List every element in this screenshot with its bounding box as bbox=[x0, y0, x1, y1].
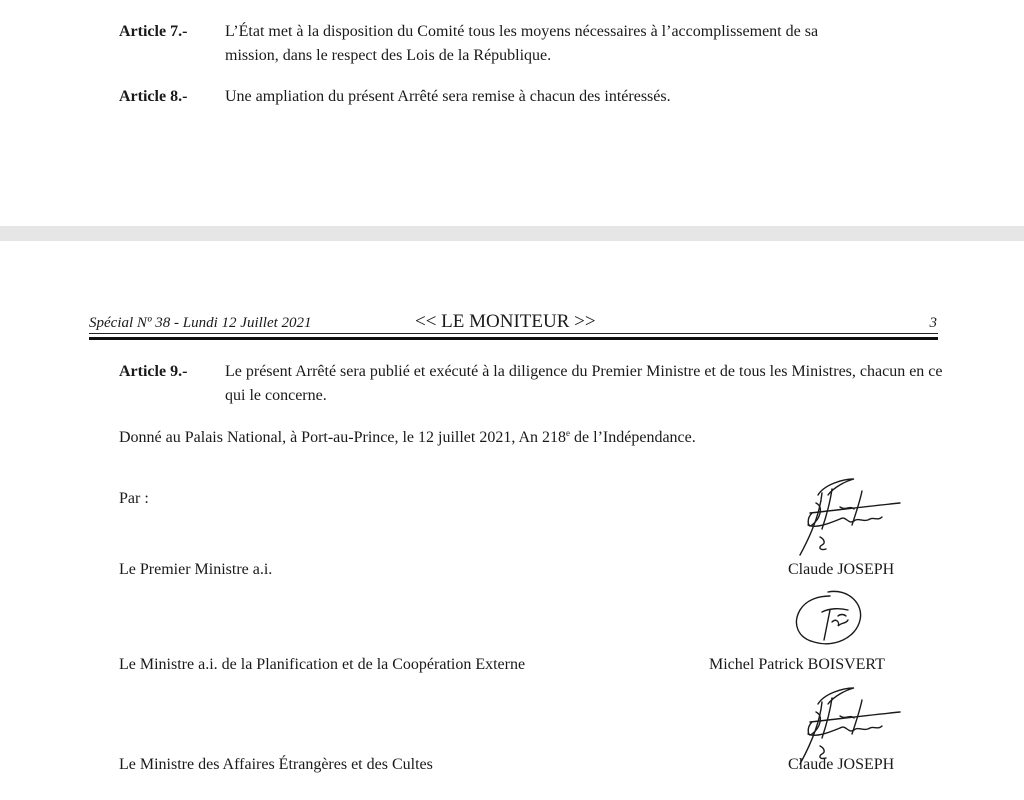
article-8-text: Une ampliation du présent Arrêté sera remise à chacun des intéressés. bbox=[225, 88, 671, 105]
signatory-2-name: Michel Patrick BOISVERT bbox=[709, 656, 885, 673]
running-header bbox=[89, 311, 938, 335]
signatory-3-name: Claude JOSEPH bbox=[788, 756, 895, 773]
page-gap bbox=[0, 226, 1024, 241]
signatory-1-title: Le Premier Ministre a.i. bbox=[119, 561, 273, 578]
given-at-line: Donné au Palais National, à Port-au-Prince, le 12 juillet 2021, An 218e de l’Indépendance. bbox=[119, 428, 696, 446]
header-rule-thick bbox=[89, 337, 938, 340]
page-number: 3 bbox=[929, 315, 937, 331]
issue-info: Spécial Nº 38 - Lundi 12 Juillet 2021 bbox=[89, 315, 312, 331]
signatory-2-title: Le Ministre a.i. de la Planification et de la Coopération Externe bbox=[119, 656, 526, 673]
publication-title: << LE MONITEUR >> bbox=[415, 311, 596, 332]
signatory-3-title: Le Ministre des Affaires Étrangères et des Cultes bbox=[119, 756, 433, 773]
par-label: Par : bbox=[119, 490, 149, 507]
article-9-text: Le présent Arrêté sera publié et exécuté à la diligence du Premier Ministre et de tous les Ministres, chacun en ce qui le concerne. bbox=[225, 363, 943, 404]
article-7-text: L’État met à la disposition du Comité tous les moyens nécessaires à l’accomplissement de sa mission, dans le respect des Lois de la République. bbox=[225, 23, 819, 64]
signature-claude-joseph-1 bbox=[790, 473, 905, 561]
article-9-number: Article 9.- bbox=[119, 363, 188, 380]
signatory-1-name: Claude JOSEPH bbox=[788, 561, 895, 578]
signature-michel-patrick-boisvert bbox=[790, 586, 866, 652]
article-8-number: Article 8.- bbox=[119, 88, 188, 105]
header-rule-thin bbox=[89, 333, 938, 334]
article-7-number: Article 7.- bbox=[119, 23, 188, 40]
